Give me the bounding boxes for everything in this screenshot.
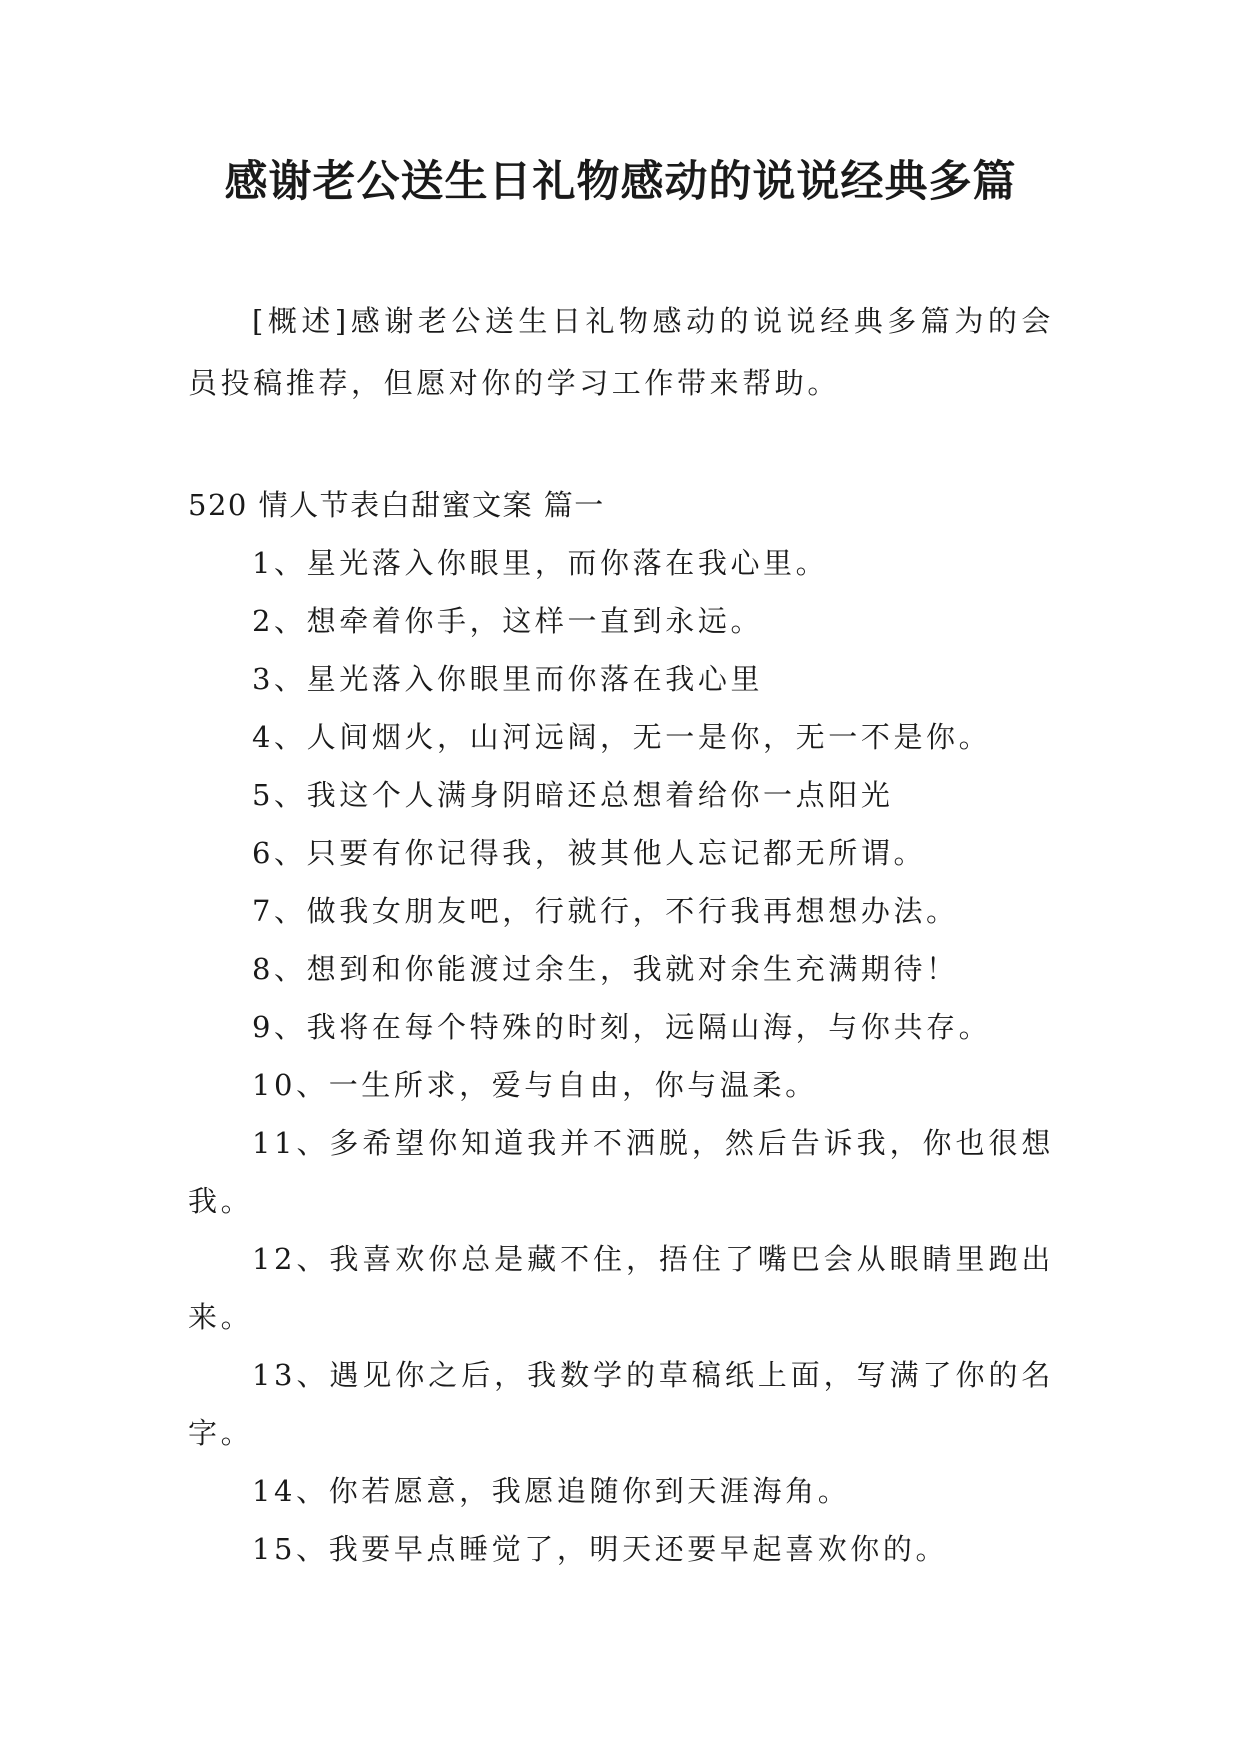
list-item: 10、一生所求，爱与自由，你与温柔。 xyxy=(252,1068,818,1102)
section-heading: 520 情人节表白甜蜜文案 篇一 xyxy=(188,488,605,522)
list-item: 9、我将在每个特殊的时刻，远隔山海，与你共存。 xyxy=(252,1010,992,1044)
list-item: 15、我要早点睡觉了，明天还要早起喜欢你的。 xyxy=(252,1532,949,1566)
list-item: 6、只要有你记得我，被其他人忘记都无所谓。 xyxy=(252,836,927,870)
list-item: 14、你若愿意，我愿追随你到天涯海角。 xyxy=(252,1474,851,1508)
list-item: 2、想牵着你手，这样一直到永远。 xyxy=(252,604,764,638)
summary-paragraph: [概述]感谢老公送生日礼物感动的说说经典多篇为的会员投稿推荐，但愿对你的学习工作带来帮助。 xyxy=(188,304,1054,400)
list-item: 13、遇见你之后，我数学的草稿纸上面，写满了你的名字。 xyxy=(188,1358,1054,1450)
list-item: 4、人间烟火，山河远阔，无一是你，无一不是你。 xyxy=(252,720,992,754)
document-body xyxy=(188,290,1054,1578)
list-item: 8、想到和你能渡过余生，我就对余生充满期待！ xyxy=(252,952,959,986)
list-item: 1、星光落入你眼里，而你落在我心里。 xyxy=(252,546,829,580)
list-item: 7、做我女朋友吧，行就行，不行我再想想办法。 xyxy=(252,894,959,928)
document-title: 感谢老公送生日礼物感动的说说经典多篇 xyxy=(224,157,1017,207)
list-item: 12、我喜欢你总是藏不住，捂住了嘴巴会从眼睛里跑出来。 xyxy=(188,1242,1054,1334)
quote-list xyxy=(188,534,1054,1578)
list-item: 11、多希望你知道我并不洒脱，然后告诉我，你也很想我。 xyxy=(188,1126,1054,1218)
list-item: 5、我这个人满身阴暗还总想着给你一点阳光 xyxy=(252,778,894,812)
list-item: 3、星光落入你眼里而你落在我心里 xyxy=(252,662,764,696)
